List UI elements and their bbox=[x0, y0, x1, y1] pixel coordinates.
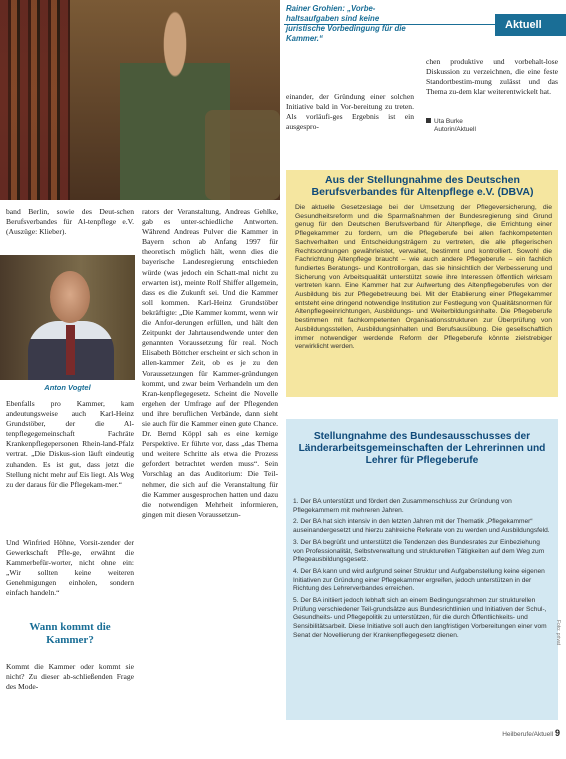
ba-statement-body bbox=[293, 498, 551, 644]
dbva-statement-body: Die aktuelle Gesetzeslage bei der Umsetzung der Pflegeversicherung, die Gesundheitsreform und die Sparmaßnahmen der Bundesregierung sind Grund genug für den Deutschen Berufsverband für Altenpflege, die Errichtung einer Pflegekammer zu fordern, um die Pflegeberufe bei allen fachkompetenten Sachverhalten und Entscheidungsträgern zu vertreten, die alle pflegerischen Rechtsordnungen gewährleistet, verwaltet, bestimmt und kontrolliert. Sowohl die Fachrichtung Altenpflege braucht – wie auch andere Pflegeberufe – ein fachlich fundiertes Beratungs- und Kontrollorgan, das sie hinsichtlich der Verbesserung und Sicherung von Arbeitsqualität unterstützt sowie ihre Interessen öffentlich wirksam vertreten kann. Eine Kammer hat zur Aufwertung des Altenpflegeberufes von der Ausbildung bis zur Pflegebetreuung bei. Mit der Etablierung einer Pflegekammer entsteht eine dringend notwendige Institution zur Festlegung von Qualitätsnormen für Altenpflegeeinrichtungen, Ausbildungs- und Weiterbildungsinhalte. Die Pflegeberufe bestimmen mit fachkompetenten Organisationsstrukturen zur Überprüfung von Ausbildungsstellen, Ausbildungsinhalten und Berufsausübung. Die gesellschaftlich immer notwendiger werdende Reform der Pflegeberufe könnte zielstrebiger verwirklicht werden. bbox=[295, 204, 552, 351]
portrait-caption: Anton Vogtel bbox=[44, 383, 91, 392]
bullet-square-icon bbox=[426, 118, 431, 123]
ba-statement-title: Stellungnahme des Bundesausschusses der Länderarbeitsgemeinschaften der Lehrerinnen und Lehrer für Pflegeberufe bbox=[298, 431, 546, 466]
ba-item-4: 4. Der BA kann und wird aufgrund seiner Struktur und Aufgabenstellung keine eigenen Initiativen zur Gründung einer Pflegekammer ergreifen, jedoch unterstützen in der Richtung des Lehrerverbandes erreichen. bbox=[293, 567, 545, 593]
column-left-b: Ebenfalls pro Kammer, kam andeutungsweise auch Karl-Heinz Grundstöber, der die Al-tenpflegegemeinschaft Fachräte Krankenpflegepersonen Rhein-land-Pfalz vertrat. „Die Diskus-sion läuft eindeutig zuhanden. Es ist gut, dass jetzt die Stellung nicht mehr auf Eis liegt. Als Weg zu der daraus für die Pflegekam-mer.“ bbox=[6, 399, 134, 489]
section-tab: Aktuell bbox=[495, 14, 566, 36]
column-right-top: chen produktive und vorbehalt-lose Diskussion zu verzeichnen, die eine feste Standortbestim-mung zulässt und das Thema zu-dem klar weiterentwickelt hat. bbox=[426, 57, 558, 97]
column-left-a: band Berlin, sowie des Deut-schen Berufsverbandes für Al-tenpflege e.V. (Auszüge: Klieber). bbox=[6, 207, 134, 237]
column-left-c: Und Winfried Höhne, Vorsit-zender der Gewerkschaft Pfle-ge, erwähnt die Kammerbefür-worter, nicht ohne ein: „Wir sollten keine weiteren Genehmigungen einholen, sondern einfach handeln.“ bbox=[6, 538, 134, 598]
column-middle: rators der Veranstaltung, Andreas Gehlke, gab es unter-schiedliche Antworten. Während Andreas Pulver die Kammer in Bayern schon ab Anfang 1997 für theoretisch möglich hält, wenn dies die bayerische Landesregierung entschieden würde (was jedoch ein Schatt-mal nicht zu erwarten ist), meinte Rolf Shiffer allgemein, dass es die Zukunft sei. Und die Kammer soll kommen. Karl-Heinz Grundstöber bekräftigte: „Die Kammer kommt, wenn wir die Anfor-derungen erfüllen, und hält den Zeitpunkt der Jahrtausendwende unter den genannten Voraussetzung für real. Noch Elisabeth Böttcher erscheint er sich schon in allen-kammer Zeit, ob es je zu den Voraussetzungen für Kammer-gründungen kommt, und zwar beim Verhandeln um den Kran-kenpflegegesetz. Scheint die Novelle ergehen der Umfrage auf der Pflegenden und ihre beruflichen Verbände, dann sieht sie auch für die Kammer einen gute Chance. Dr. Bernd Köppl sah es eine kernige Perspektive. Er führte vor, dass „das Thema und weitere Schritte als etwa die Prozess gefordert betrachtet werden muss“. Sein Vorschlag an das Auditorium: Die Teil-nehmer, die sich auf die Veranstaltung für die Kammer ausgesprochen hatten und dazu die notwendigen Mehrheit informieren, gingen mit diesen Voraussetzun- bbox=[142, 207, 278, 519]
footer-title: Heilberufe/Aktuell bbox=[502, 731, 554, 738]
ba-item-5: 5. Der BA initiiert jedoch lebhaft sich an einem Bedingungsrahmen zur strukturellen Prüfung verschiedener Teil-grundsätze aus Bundesrichtlinien und Initiativen der Schul-, Gesundheits- und Pflegepolitik zu unterstützen, für die durch Öffentlichkeits- und Sensibilitätsarbeit. Diese Initiative soll auch den langfristigen Vorbereitungen einer vom Senat der Novellierung der Krankenpflegegesetz dienen. bbox=[293, 597, 547, 639]
author-block bbox=[426, 118, 558, 134]
headline-left: Wann kommt die Kammer? bbox=[29, 621, 111, 646]
column-left-d: Kommt die Kammer oder kommt sie nicht? Zu dieser ab-schließenden Frage des Mode- bbox=[6, 662, 134, 692]
author-role: Autorin/Aktuell bbox=[434, 126, 476, 133]
page-footer bbox=[440, 728, 560, 738]
photo-credit: Foto: privat bbox=[555, 620, 561, 646]
column-middle-top: einander, der Gründung einer solchen Initiative bald in Vor-bereitung zu treten. Als vorläufi-ges Ergebnis ist ein ausgespro- bbox=[286, 92, 414, 132]
portrait-photo bbox=[0, 255, 135, 380]
dbva-statement-title: Aus der Stellungnahme des Deutschen Berufsverbandes für Altenpflege e.V. (DBVA) bbox=[311, 174, 534, 198]
author-name: Uta Burke bbox=[434, 118, 463, 125]
ba-item-3: 3. Der BA begrüßt und unterstützt die Tendenzen des Bundesrates zur Einbeziehung von Professionalität, Selbstverwaltung und strukturellen Tätigkeiten auf dem Weg zum Pflegeausbildungsgesetz. bbox=[293, 538, 545, 564]
page-number: 9 bbox=[554, 728, 560, 738]
photo-caption-top: Rainer Grohien: „Vorbe-haltsaufgaben sind keine juristische Vorbedingung für die Kammer.“ bbox=[286, 4, 406, 43]
ba-item-2: 2. Der BA hat sich intensiv in den letzten Jahren mit der Thematik „Pflegekammer“ auseinandergesetzt und hierzu zahlreiche Referate von zu werden und Ausbildungsfeld. bbox=[293, 518, 550, 535]
ba-item-1: 1. Der BA unterstützt und fördert den Zusammenschluss zur Gründung von Pflegekammern mit mehreren Jahren. bbox=[293, 498, 512, 514]
top-photo bbox=[0, 0, 280, 200]
